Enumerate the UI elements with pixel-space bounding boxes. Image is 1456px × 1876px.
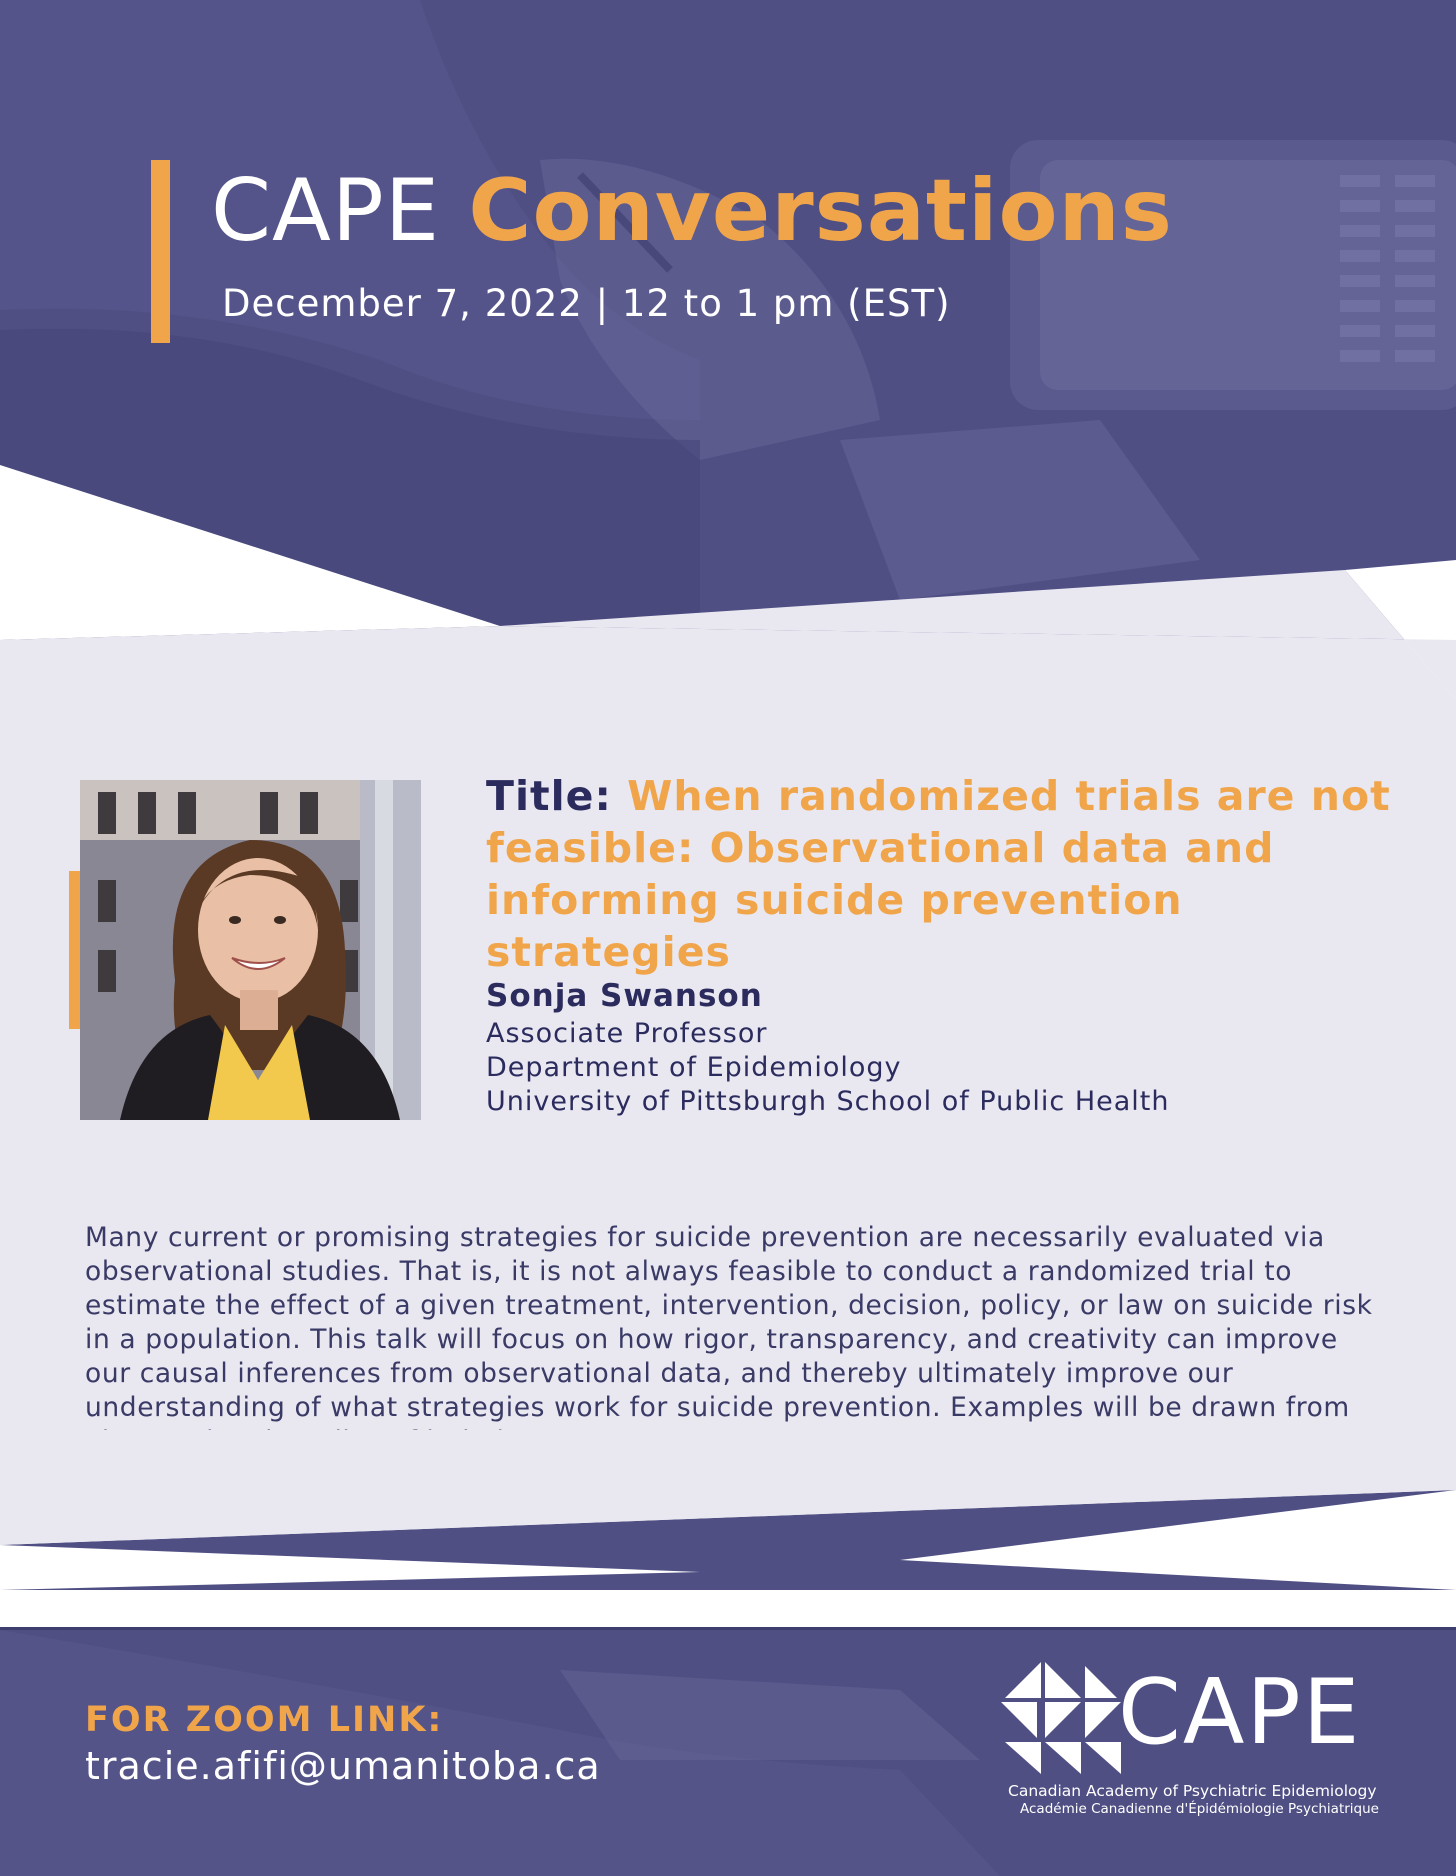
cape-logo-name-fr: Académie Canadienne d'Épidémiologie Psychiatrique	[1020, 1801, 1379, 1817]
event-title	[211, 161, 1173, 261]
talk-title	[486, 770, 1406, 978]
speaker-department: Department of Epidemiology	[486, 1052, 902, 1083]
cape-logo	[996, 1660, 1396, 1820]
event-datetime: December 7, 2022 | 12 to 1 pm (EST)	[222, 282, 951, 325]
speaker-photo	[80, 780, 421, 1120]
cape-logo-wordmark: CAPE	[1118, 1660, 1362, 1765]
zoom-link-label: FOR ZOOM LINK:	[85, 1700, 444, 1740]
speaker-institution: University of Pittsburgh School of Public Health	[486, 1086, 1170, 1117]
talk-title-label: Title:	[486, 772, 612, 820]
cape-logo-name-en: Canadian Academy of Psychiatric Epidemiology	[1008, 1782, 1377, 1800]
speaker-position: Associate Professor	[486, 1018, 768, 1049]
zoom-contact-email[interactable]: tracie.afifi@umanitoba.ca	[85, 1744, 601, 1788]
cape-logo-mark-icon	[1001, 1662, 1121, 1774]
title-accent-bar	[151, 160, 170, 343]
speaker-name: Sonja Swanson	[486, 978, 763, 1014]
event-title-cape: CAPE	[211, 161, 441, 261]
event-title-conversations: Conversations	[468, 161, 1173, 261]
talk-abstract: Many current or promising strategies for suicide prevention are necessarily evaluated via observational studies. That is, it is not always feasible to conduct a randomized trial to estimate the effect of a given treatment, intervention, decision, policy, or law on suicide risk in a population. This talk will focus on how rigor, transparency, and creativity can improve our causal inferences from observational data, and thereby ultimately improve our understanding of what strategies work for suicide prevention. Examples will be drawn from	[85, 1221, 1373, 1423]
header-wedge-shapes	[0, 0, 1456, 700]
talk-title-text: When randomized trials are not feasible: Observational data and informing suicide prevention strategies	[486, 772, 1391, 976]
speaker-portrait-illustration	[80, 780, 421, 1120]
